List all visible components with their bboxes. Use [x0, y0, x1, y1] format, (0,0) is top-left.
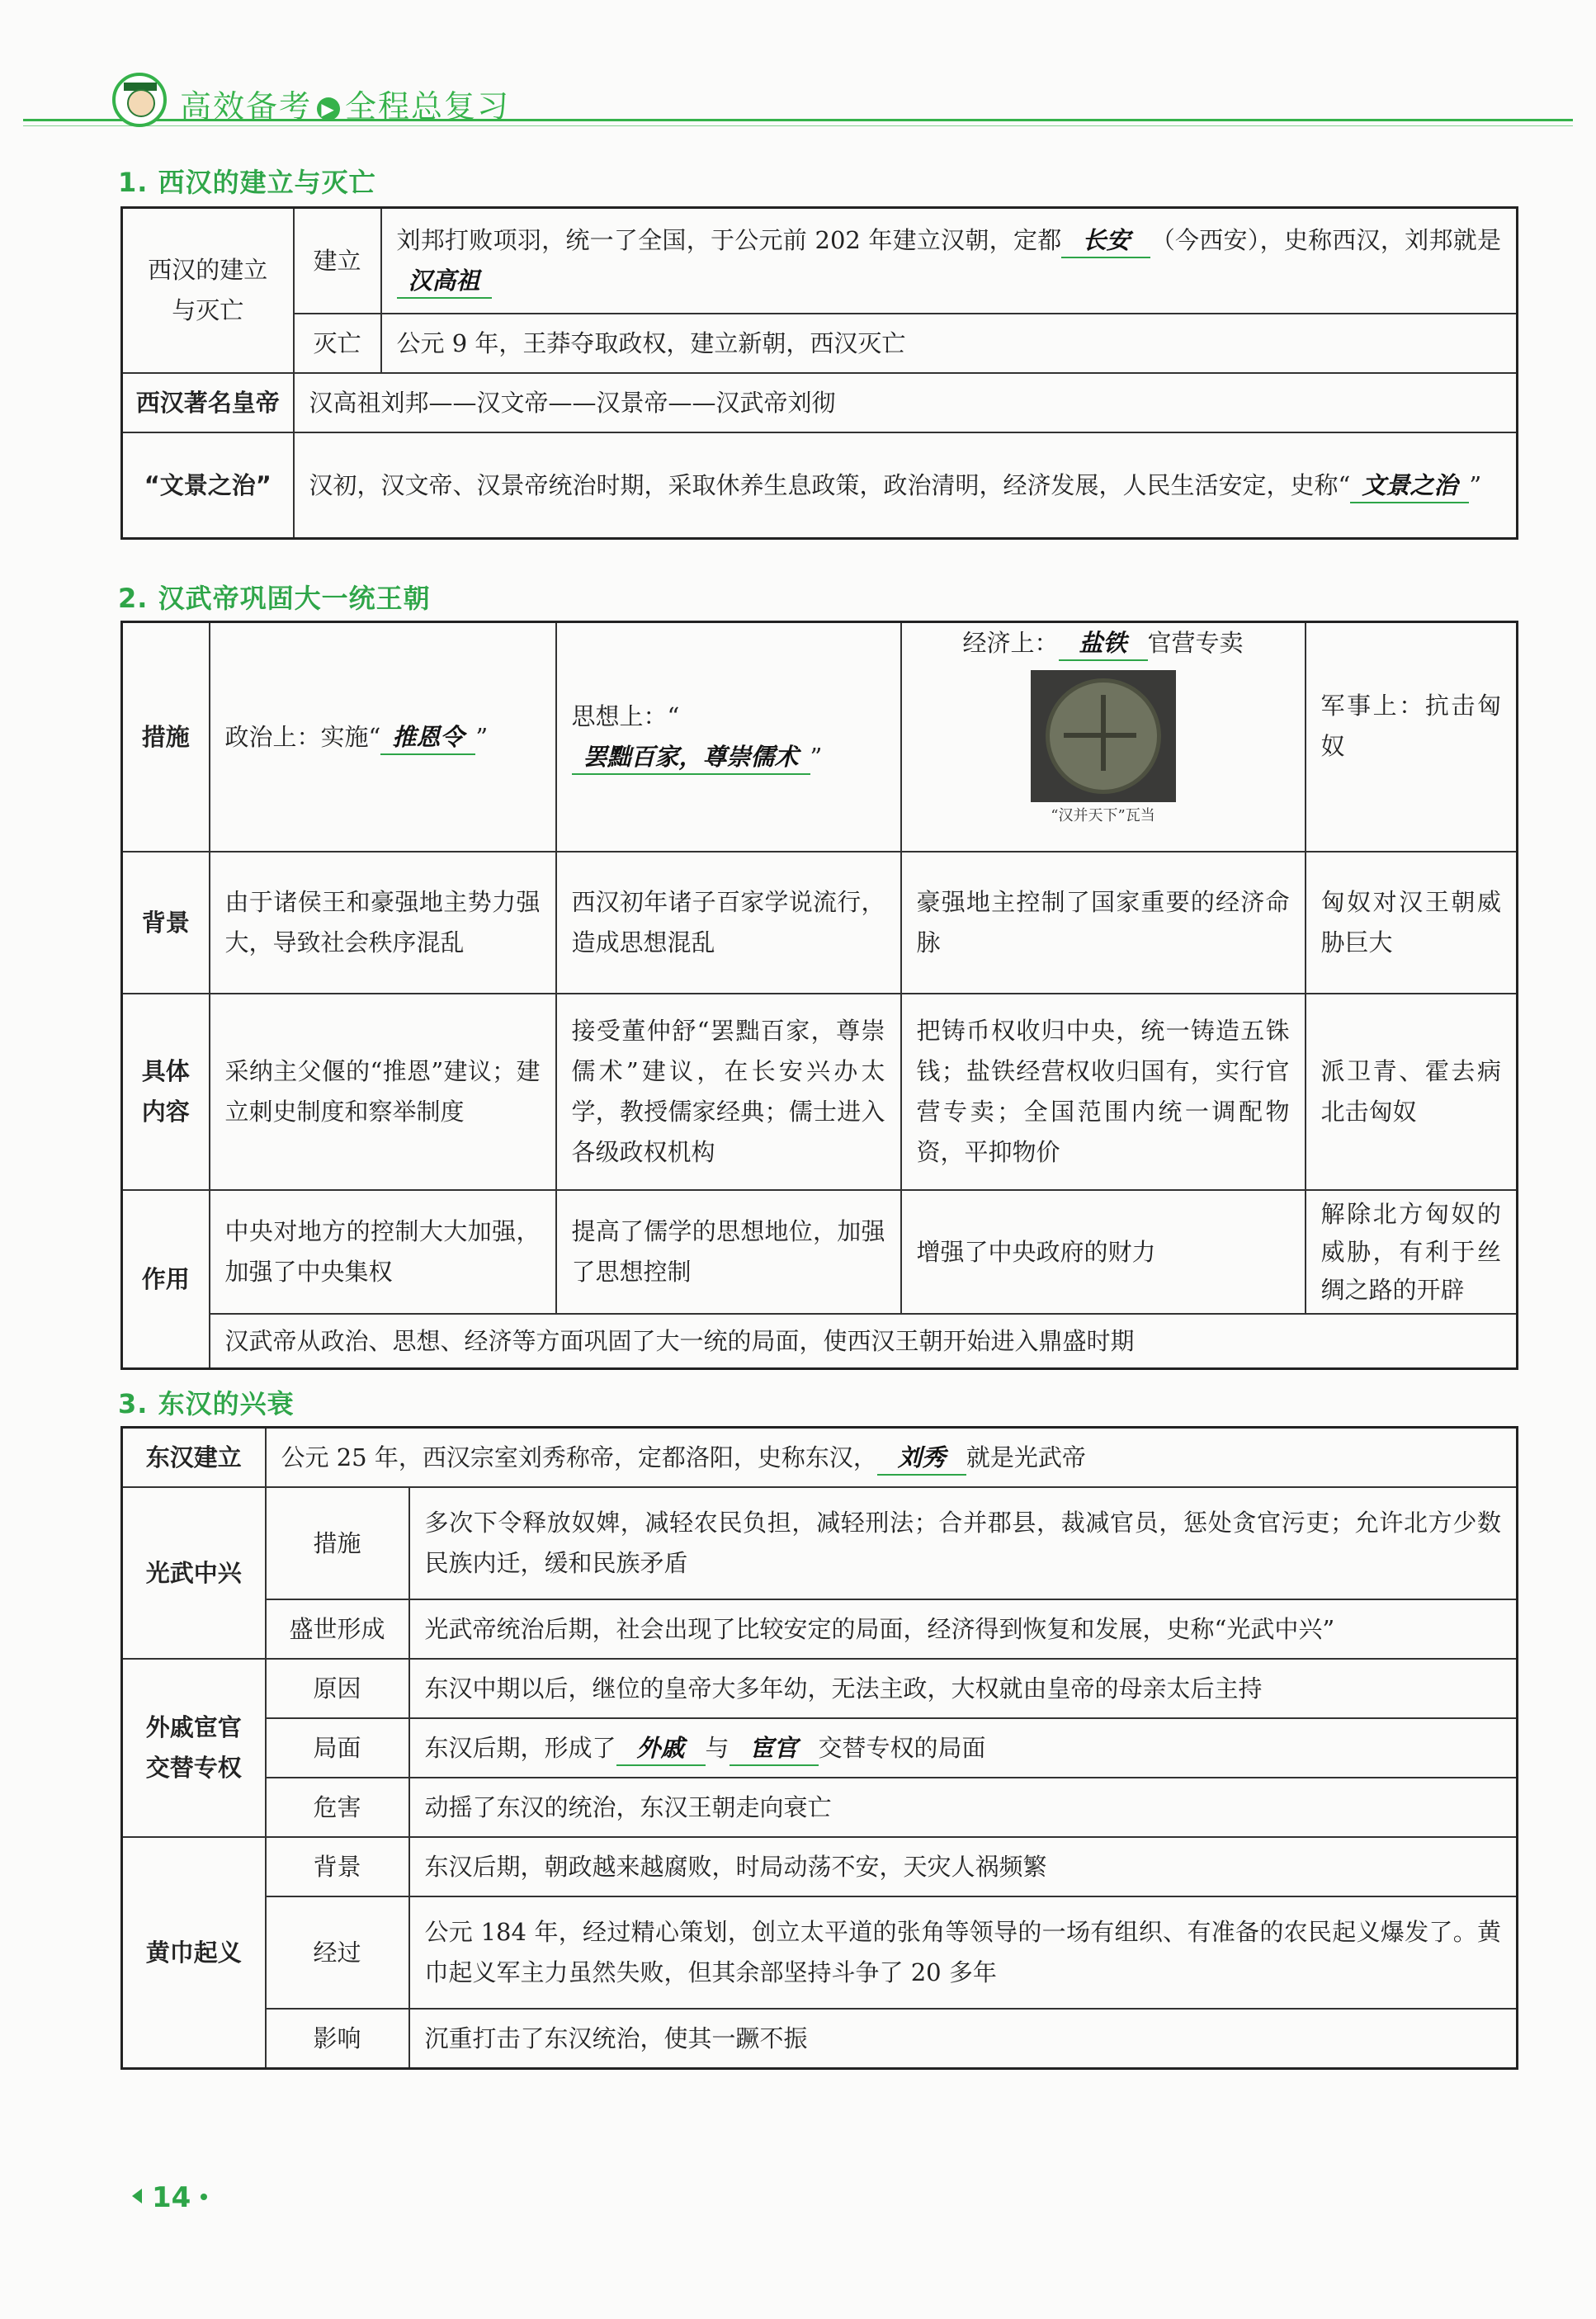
guangwu-measures-text: 多次下令释放奴婢，减轻农民负担，减轻刑法；合并郡县，裁减官员，惩处贪官污吏；允许北方少数民族内迁，缓和民族矛盾 — [409, 1487, 1518, 1599]
measure-politics: 政治上：实施“ 推恩令 ” — [210, 622, 556, 853]
table-row — [122, 1896, 1518, 2009]
content-cell: 接受董仲舒“罢黜百家，尊崇儒术”建议，在长安兴办太学，教授儒家经典；儒士进入各级政权机构 — [556, 994, 901, 1190]
table-row — [122, 1190, 1518, 1314]
header-series: 全程总复习 — [345, 88, 511, 125]
sub-label: 影响 — [266, 2009, 409, 2069]
answer-blank: 文景之治 — [1350, 469, 1469, 503]
sub-label: 盛世形成 — [266, 1599, 409, 1659]
roof-tile-seal-image — [1031, 670, 1176, 802]
row-label-effect: 作用 — [122, 1190, 210, 1369]
sub-label-fall: 灭亡 — [294, 314, 381, 373]
table-row — [122, 373, 1518, 432]
guangwu-result-text: 光武帝统治后期，社会出现了比较安定的局面，经济得到恢复和发展，史称“光武中兴” — [409, 1599, 1518, 1659]
emperors-text: 汉高祖刘邦——汉文帝——汉景帝——汉武帝刘彻 — [294, 373, 1518, 432]
page-number: 14 — [132, 2181, 207, 2214]
content-cell: 把铸币权收归中央，统一铸造五铢钱；盐铁经营权收归国有，实行官营专卖；全国范围内统一调配物资，平抑物价 — [901, 994, 1306, 1190]
dot-icon — [201, 2194, 207, 2200]
fall-text: 公元 9 年，王莽夺取政权，建立新朝，西汉灭亡 — [381, 314, 1518, 373]
table-row — [122, 2009, 1518, 2069]
table-row — [122, 1837, 1518, 1896]
sub-label: 背景 — [266, 1837, 409, 1896]
table-row — [122, 1718, 1518, 1778]
header-brand: 高效备考 — [180, 88, 313, 125]
wenjing-text: 汉初，汉文帝、汉景帝统治时期，采取休养生息政策，政治清明，经济发展，人民生活安定，史称“ 文景之治 ” — [294, 432, 1518, 539]
sub-label: 危害 — [266, 1778, 409, 1837]
table-row — [122, 622, 1518, 853]
table-row — [122, 1778, 1518, 1837]
table-row — [122, 1599, 1518, 1659]
yellow-turban-impact-text: 沉重打击了东汉统治，使其一蹶不振 — [409, 2009, 1518, 2069]
section-1-title: 1. 西汉的建立与灭亡 — [118, 167, 376, 198]
table-row — [122, 994, 1518, 1190]
row-label-eunuch: 外戚宦官交替专权 — [122, 1659, 266, 1837]
row-label-emperors: 西汉著名皇帝 — [122, 373, 294, 432]
background-cell: 西汉初年诸子百家学说流行，造成思想混乱 — [556, 852, 901, 994]
section-1-table — [120, 206, 1518, 540]
effect-summary: 汉武帝从政治、思想、经济等方面巩固了大一统的局面，使西汉王朝开始进入鼎盛时期 — [210, 1314, 1518, 1369]
sub-label-establish: 建立 — [294, 208, 381, 314]
yellow-turban-process-text: 公元 184 年，经过精心策划，创立太平道的张角等领导的一场有组织、有准备的农民起义爆发了。黄巾起义军主力虽然失败，但其余部坚持斗争了 20 多年 — [409, 1896, 1518, 2009]
section-2-table — [120, 621, 1518, 1370]
row-label-xihan: 西汉的建立与灭亡 — [122, 208, 294, 374]
table-row — [122, 314, 1518, 373]
table-row — [122, 432, 1518, 539]
row-label-guangwu: 光武中兴 — [122, 1487, 266, 1659]
eunuch-situation-text: 东汉后期，形成了 外戚 与 宦官 交替专权的局面 — [409, 1718, 1518, 1778]
founding-text: 公元 25 年，西汉宗室刘秀称帝，定都洛阳，史称东汉， 刘秀 就是光武帝 — [266, 1428, 1518, 1488]
answer-blank: 汉高祖 — [397, 264, 492, 299]
background-cell: 匈奴对汉王朝威胁巨大 — [1306, 852, 1518, 994]
section-2-title: 2. 汉武帝巩固大一统王朝 — [118, 583, 431, 614]
sub-label: 局面 — [266, 1718, 409, 1778]
sub-label: 经过 — [266, 1896, 409, 2009]
table-row — [122, 1314, 1518, 1369]
measure-military: 军事上：抗击匈奴 — [1306, 622, 1518, 853]
row-label-wenjing: “文景之治” — [122, 432, 294, 539]
triangle-left-icon — [132, 2189, 142, 2203]
table-row — [122, 1487, 1518, 1599]
table-row — [122, 208, 1518, 314]
row-label-content: 具体内容 — [122, 994, 210, 1190]
content-cell: 派卫青、霍去病北击匈奴 — [1306, 994, 1518, 1190]
eunuch-harm-text: 动摇了东汉的统治，东汉王朝走向衰亡 — [409, 1778, 1518, 1837]
table-row — [122, 1428, 1518, 1488]
answer-blank: 长安 — [1061, 224, 1150, 258]
student-logo-icon — [112, 73, 167, 127]
section-3-table — [120, 1426, 1518, 2070]
answer-blank: 宦官 — [730, 1731, 819, 1766]
background-cell: 由于诸侯王和豪强地主势力强大，导致社会秩序混乱 — [210, 852, 556, 994]
answer-blank: 罢黜百家，尊崇儒术 — [572, 740, 810, 775]
row-label-background: 背景 — [122, 852, 210, 994]
measure-economy: 经济上： 盐铁 官营专卖 “汉并天下”瓦当 — [901, 622, 1306, 853]
arrow-right-icon: ▶ — [317, 97, 340, 120]
image-caption: “汉并天下”瓦当 — [1051, 807, 1155, 824]
row-label-measures: 措施 — [122, 622, 210, 853]
effect-cell: 解除北方匈奴的威胁，有利于丝绸之路的开辟 — [1306, 1190, 1518, 1314]
row-label-yellow-turban: 黄巾起义 — [122, 1837, 266, 2069]
establish-text: 刘邦打败项羽，统一了全国，于公元前 202 年建立汉朝，定都 长安 （今西安），史称西汉，刘邦就是汉高祖 — [381, 208, 1518, 314]
table-row — [122, 1659, 1518, 1718]
eunuch-cause-text: 东汉中期以后，继位的皇帝大多年幼，无法主政，大权就由皇帝的母亲太后主持 — [409, 1659, 1518, 1718]
yellow-turban-background-text: 东汉后期，朝政越来越腐败，时局动荡不安，天灾人祸频繁 — [409, 1837, 1518, 1896]
effect-cell: 中央对地方的控制大大加强，加强了中央集权 — [210, 1190, 556, 1314]
content-cell: 采纳主父偃的“推恩”建议；建立刺史制度和察举制度 — [210, 994, 556, 1190]
answer-blank: 推恩令 — [380, 720, 475, 755]
section-3-title: 3. 东汉的兴衰 — [118, 1388, 295, 1419]
table-row — [122, 852, 1518, 994]
measure-thought: 思想上：“罢黜百家，尊崇儒术 ” — [556, 622, 901, 853]
answer-blank: 刘秀 — [877, 1441, 966, 1476]
background-cell: 豪强地主控制了国家重要的经济命脉 — [901, 852, 1306, 994]
page-header — [23, 73, 1573, 139]
sub-label: 措施 — [266, 1487, 409, 1599]
sub-label: 原因 — [266, 1659, 409, 1718]
answer-blank: 外戚 — [616, 1731, 706, 1766]
effect-cell: 提高了儒学的思想地位，加强了思想控制 — [556, 1190, 901, 1314]
answer-blank: 盐铁 — [1059, 626, 1148, 661]
effect-cell: 增强了中央政府的财力 — [901, 1190, 1306, 1314]
row-label-founding: 东汉建立 — [122, 1428, 266, 1488]
header-title — [180, 81, 510, 126]
